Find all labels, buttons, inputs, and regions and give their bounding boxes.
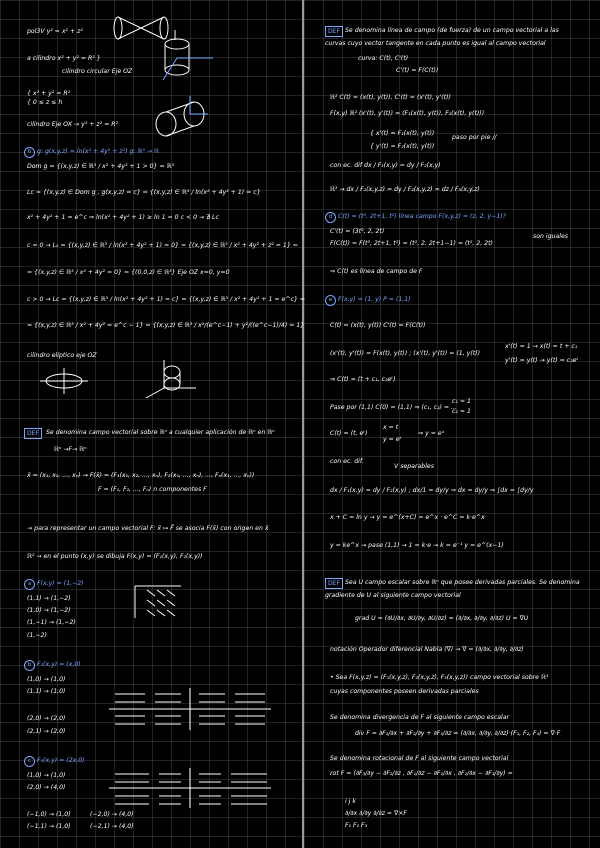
definition-text: curvas cuyo vector tangente en cada punto es igual al campo vectorial [325, 40, 546, 47]
note-line: c = 0 → L₀ = {(x,y,z) ∈ ℝ³ / ln(x² + 4y² + 1) = 0} = {(x,y,z) ∈ ℝ³ / x² + 4y² + z² = 1} = [27, 242, 298, 249]
note-line: (−2,1) → (4,0) [90, 823, 134, 830]
note-line: a cilindro x² + y² = R² } [27, 55, 101, 62]
note-line: (1,0) → (1,−2) [27, 607, 71, 614]
note-line: (2,0) → (2,0) [27, 715, 66, 722]
note-line: x'(t) = 1 → x(t) = t + c₁ [505, 343, 578, 350]
note-line: (−1,0) → (1,0) [27, 811, 71, 818]
note-line: c₁ = 1 [452, 398, 471, 405]
exercise-title: F(x,y) = (1,−2) [37, 580, 84, 587]
note-line: con ec. dif dx / F₁(x,y) = dy / F₂(x,y) [330, 162, 441, 169]
note-line: (1,1) → (1,0) [27, 688, 66, 695]
exercise-number: e [325, 295, 336, 306]
note-line: x̄ = (x₁, x₂, ..., xₙ) → F(x̄) = (F₁(x₁, x₂, ..., xₙ), F₂(x₁, ..., xₙ), ..., Fₙ(x₁, ..., xₙ)) [27, 472, 255, 479]
note-line: x = t [383, 424, 399, 431]
note-line: ℝ² C(t) = (x(t), y(t)), C'(t) = (x'(t), y'(t)) [330, 94, 451, 101]
ellipse-sketch [38, 366, 90, 396]
note-line: x + C = ln y → y = e^(x+C) = e^x · e^C = k·e^x [330, 514, 485, 521]
note-line: { x² + y² = R² [27, 90, 71, 97]
note-line: (1,−1) → (1,−2) [27, 619, 76, 626]
definition-tag: DEF [325, 26, 343, 37]
exercise-title: F₂(x,y) = (x,0) [37, 661, 81, 668]
note-line: C(t) = (t, eᵗ) [330, 430, 368, 437]
note-line: Se denomina rotacional de F al siguiente campo vectorial [330, 755, 509, 762]
note-line: F(x,y) ℝ² (x'(t), y'(t)) = (F₁(x(t), y(t)), F₂(x(t), y(t))) [330, 110, 485, 117]
note-line: paso por pie // [452, 134, 497, 141]
exercise-title: F(x,y) = (1, y) P = (1,1) [338, 296, 411, 303]
note-line: curva: C(t), C'(t) [358, 55, 409, 62]
note-line: cuyas componentes poseen derivadas parciales [330, 688, 479, 695]
note-line: Dom g = {(x,y,z) ∈ ℝ³ / x² + 4y² + 1 > 0} = ℝ³ [27, 163, 174, 170]
note-line: (1,0) → (1,0) [27, 676, 66, 683]
note-line: y'(t) = y(t) → y(t) = c₂eᵗ [505, 357, 579, 364]
note-line: (2,1) → (2,0) [27, 728, 66, 735]
note-line: C'(t) = (3t², 2, 2t) [330, 228, 385, 235]
exercise-title: F₃(x,y) = (2x,0) [37, 757, 85, 764]
note-line: ℝ³ → dx / F₁(x,y,z) = dy / F₂(x,y,z) = dz / F₃(x,y,z) [330, 186, 480, 193]
note-line: ∂/∂x ∂/∂y ∂/∂z = ∇×F [345, 810, 407, 817]
note-line: ⇒ C(t) = (t + c₁, c₂eᵗ) [330, 376, 396, 383]
note-line: F = (F₁, F₂, ..., Fₙ) n componentes F [98, 486, 207, 493]
note-line: = {(x,y,z) ∈ ℝ³ / x² + 4y² = 0} = {(0,0,z) ∈ ℝ³} Eje OZ x=0, y=0 [27, 269, 230, 276]
note-line: { y'(t) = F₂(x(t), y(t)) [370, 143, 435, 150]
definition-tag: DEF [24, 428, 42, 439]
column-divider [302, 0, 304, 848]
note-line: grad U = (∂U/∂x, ∂U/∂y, ∂U/∂z) = (∂/∂x, ∂/∂y, ∂/∂z) U = ∇U [355, 615, 529, 622]
note-line: c > 0 → Lc = {(x,y,z) ∈ ℝ³ / ln(x² + 4y² + 1) = c} = {(x,y,z) ∈ ℝ³ / x² + 4y² + 1 = e^c} = [27, 296, 305, 303]
note-line: { x'(t) = F₁(x(t), y(t)) [370, 130, 435, 137]
note-line: cilindro elíptico eje OZ [27, 352, 97, 359]
exercise-title: C(t) = (t³, 2t+1, t²) línea campo F(x,y,z) = (z, 2, y−1)? [338, 213, 506, 220]
note-line: Pase por (1,1) C(0) = (1,1) ⇒ (c₁, c₂) = ... [330, 404, 457, 411]
definition-text: gradiente de U al siguiente campo vectorial [325, 592, 461, 599]
note-line: pol3V y² = x² + z² [27, 28, 83, 35]
note-line: (1,1) → (1,−2) [27, 595, 71, 602]
exercise-number: 6 [24, 147, 35, 158]
note-line: y = eᵗ [383, 436, 402, 443]
note-line: (2,0) → (4,0) [27, 784, 66, 791]
note-line: • Sea F(x,y,z) = (F₁(x,y,z), F₂(x,y,z), F₃(x,y,z)) campo vectorial sobre ℝ³ [330, 674, 549, 681]
note-line: x² + 4y² + 1 = e^c ⇒ ln(x² + 4y² + 1) ≥ ln 1 = 0 c < 0 → ∄ Lc [27, 214, 219, 221]
note-line: Lc = {(x,y,z) ∈ Dom g , g(x,y,z) = c} = {(x,y,z) ∈ ℝ³ / ln(x² + 4y² + 1) = c} [27, 189, 261, 196]
exercise-title: g: g(x,y,z) = ln(x² + 4y² + z²) g: ℝ³ → ℝ [37, 148, 159, 155]
note-line: C'(t) = F(C(t)) [396, 67, 439, 74]
note-line: ⇒ C(t) es línea de campo de F [330, 268, 423, 275]
elliptic-cylinder-sketch [142, 358, 200, 402]
note-line: son iguales [533, 233, 569, 240]
note-line: (x'(t), y'(t)) = F(x(t), y(t)) ; (x'(t), y'(t)) = (1, y(t)) [330, 350, 481, 357]
note-line: con ec. dif. [330, 458, 364, 465]
note-line: F(C(t)) = F(t³, 2t+1, t²) = (t², 2, 2t+1−1) = (t², 2, 2t) [330, 240, 493, 247]
note-line: = {(x,y,z) ∈ ℝ³ / x² + 4y² = e^c − 1} = {(x,y,z) ∈ ℝ³ / x²/(e^c−1) + y²/((e^c−1)/4) = 1} [27, 322, 305, 329]
definition-text: Se denomina línea de campo (de fuerza) de un campo vectorial a las [345, 27, 559, 34]
cylinder-x-sketch [152, 92, 212, 142]
note-line: { 0 ≤ z ≤ h [27, 99, 63, 106]
vector-field-c-sketch [105, 766, 275, 810]
note-line: notación Operador diferencial Nabla (∇) → ∇ = (∂/∂x, ∂/∂y, ∂/∂z) [330, 646, 524, 653]
definition-text: Se denomina campo vectorial sobre ℝⁿ a cualquier aplicación de ℝⁿ en ℝⁿ [46, 429, 275, 436]
vector-field-b-sketch [105, 686, 275, 732]
note-line: cilindro Eje OX → y² + z² = R² [27, 121, 119, 128]
exercise-number: b [24, 660, 35, 671]
note-line: cilindro circular Eje OZ [62, 68, 133, 75]
exercise-number: c [24, 756, 35, 767]
note-line: Se denomina divergencia de F al siguiente campo escalar [330, 714, 510, 721]
note-line: F₁ F₂ F₃ [345, 822, 368, 829]
note-line: c₂ = 1 [452, 408, 471, 415]
note-line: C(t) = (x(t), y(t)) C'(t) = F(C(t)) [330, 322, 426, 329]
exercise-number: d [325, 212, 336, 223]
note-line: ℝ² → en el punto (x,y) se dibuja F(x,y) = (F₁(x,y), F₂(x,y)) [27, 553, 203, 560]
exercise-number: a [24, 579, 35, 590]
note-line: rot F = (∂F₃/∂y − ∂F₂/∂z , ∂F₁/∂z − ∂F₃/∂x , ∂F₂/∂x − ∂F₁/∂y) = [330, 770, 513, 777]
note-line: (1,0) → (1,0) [27, 772, 66, 779]
note-line: div F = ∂F₁/∂x + ∂F₂/∂y + ∂F₃/∂z = (∂/∂x, ∂/∂y, ∂/∂z)·(F₁, F₂, F₃) = ∇·F [355, 730, 561, 737]
definition-tag: DEF [325, 578, 343, 589]
note-line: (1,−2) [27, 632, 47, 639]
note-line: i j k [345, 798, 356, 805]
note-line: (−1,1) → (1,0) [27, 823, 71, 830]
note-line: ℝⁿ →F→ ℝⁿ [54, 446, 87, 453]
definition-text: Sea U campo escalar sobre ℝⁿ que posee derivadas parciales. Se denomina [345, 579, 580, 586]
note-line: → para representar un campo vectorial F: x̄ ↦ F̄ se asocia F(x̄) con origen en x̄ [27, 525, 269, 532]
cylinder-z-sketch [155, 28, 217, 86]
note-line: dx / F₁(x,y) = dy / F₂(x,y) ; dx/1 = dy/y ⇒ dx = dy/y ⇒ ∫dx = ∫dy/y [330, 487, 534, 494]
note-line: (−2,0) → (4,0) [90, 811, 134, 818]
vector-field-a-sketch [133, 582, 183, 622]
note-line: y = ke^x → pase (1,1) → 1 = k·e → k = e⁻¹ y = e^(x−1) [330, 542, 504, 549]
note-line: V separables [394, 463, 434, 470]
note-line: ⇒ y = eˣ [418, 430, 445, 437]
